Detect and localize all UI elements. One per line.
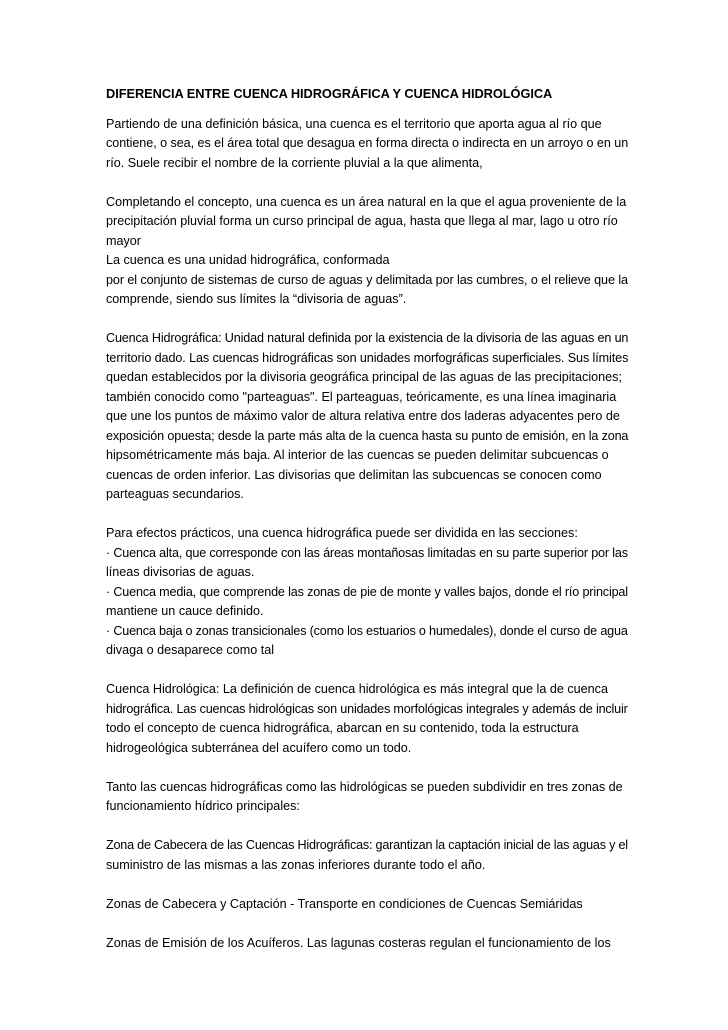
paragraph-definicion-basica — [106, 115, 629, 174]
text-line: Tanto las cuencas hidrográficas como las hidrológicas se pueden subdividir en tres zonas de — [106, 779, 623, 794]
document-title: DIFERENCIA ENTRE CUENCA HIDROGRÁFICA Y CUENCA HIDROLÓGICA — [106, 86, 553, 101]
text-line: Partiendo de una definición básica, una cuenca es el territorio que aporta agua al río que — [106, 116, 602, 131]
paragraph-tres-zonas — [106, 778, 626, 817]
text-line: todo el concepto de cuenca hidrográfica, abarcan en su contenido, toda la estructura — [106, 721, 579, 735]
paragraph-zona-cabecera — [106, 836, 626, 875]
text-line: Cuenca Hidrológica: La definición de cuenca hidrológica es más integral que la de cuenca — [106, 682, 608, 696]
text-line: hipsométricamente más baja. Al interior de las cuencas se pueden delimitar subcuencas o — [106, 448, 609, 462]
text-line: que une los puntos de máximo valor de altura relativa entre dos laderas adyacentes pero de — [106, 409, 620, 423]
paragraph-cuenca-hidrografica — [106, 329, 629, 505]
paragraph-cuenca-hidrologica — [106, 680, 626, 758]
text-line: contiene, o sea, es el área total que desagua en forma directa o indirecta en un arroyo o en un — [106, 136, 629, 150]
text-line: La cuenca es una unidad hidrográfica, conformada — [106, 253, 390, 267]
text-line: río. Suele recibir el nombre de la corriente pluvial a la que alimenta, — [106, 155, 483, 170]
text-line: hidrogeológica subterránea del acuífero como un todo. — [106, 740, 412, 755]
paragraph-zonas-emision — [106, 934, 626, 954]
text-line: mantiene un cauce definido. — [106, 604, 264, 618]
paragraph-completando-concepto — [106, 193, 626, 310]
text-line: Para efectos prácticos, una cuenca hidrográfica puede ser dividida en las secciones: — [106, 526, 578, 540]
text-line: · Cuenca alta, que corresponde con las áreas montañosas limitadas en su parte superior por las — [106, 545, 628, 560]
text-line: comprende, siendo sus límites la “divisoria de aguas”. — [106, 292, 407, 306]
text-line: parteaguas secundarios. — [106, 487, 244, 501]
text-line: cuencas de orden inferior. Las divisorias que delimitan las subcuencas se conocen como — [106, 467, 602, 482]
text-line: por el conjunto de sistemas de curso de aguas y delimitada por las cumbres, o el relieve que la — [106, 272, 628, 287]
document-body — [106, 84, 629, 953]
text-line: · Cuenca baja o zonas transicionales (como los estuarios o humedales), donde el curso de agua — [106, 623, 628, 638]
text-line: quedan establecidos por la divisoria geográfica principal de las aguas de las precipitaciones; — [106, 370, 622, 384]
text-line: funcionamiento hídrico principales: — [106, 799, 300, 813]
text-line: Cuenca Hidrográfica: Unidad natural definida por la existencia de la divisoria de las aguas en un — [106, 331, 629, 345]
text-line: también conocido como "parteaguas". El parteaguas, teóricamente, es una línea imaginaria — [106, 389, 617, 404]
text-line: Zonas de Cabecera y Captación - Transporte en condiciones de Cuencas Semiáridas — [106, 896, 583, 911]
text-line: Zona de Cabecera de las Cuencas Hidrográficas: garantizan la captación inicial de las aguas y el — [106, 838, 628, 852]
text-line: divaga o desaparece como tal — [106, 643, 275, 657]
text-line: Completando el concepto, una cuenca es un área natural en la que el agua proveniente de la — [106, 194, 627, 209]
paragraph-zonas-captacion — [106, 895, 626, 915]
text-line: · Cuenca media, que comprende las zonas de pie de monte y valles bajos, donde el río principal — [106, 584, 628, 599]
text-line: líneas divisorias de aguas. — [106, 565, 255, 579]
paragraph-secciones — [106, 524, 626, 661]
text-line: hidrográfica. Las cuencas hidrológicas son unidades morfológicas integrales y además de incluir — [106, 701, 628, 716]
text-line: suministro de las mismas a las zonas inferiores durante todo el año. — [106, 857, 486, 872]
text-line: Zonas de Emisión de los Acuíferos. Las lagunas costeras regulan el funcionamiento de los — [106, 935, 611, 950]
text-line: mayor — [106, 233, 141, 248]
text-line: territorio dado. Las cuencas hidrográficas son unidades morfográficas superficiales. Sus límites — [106, 350, 629, 365]
text-line: exposición opuesta; desde la parte más alta de la cuenca hasta su punto de emisión, en la zona — [106, 428, 629, 443]
text-line: precipitación pluvial forma un curso principal de agua, hasta que llega al mar, lago u otro río — [106, 214, 618, 228]
